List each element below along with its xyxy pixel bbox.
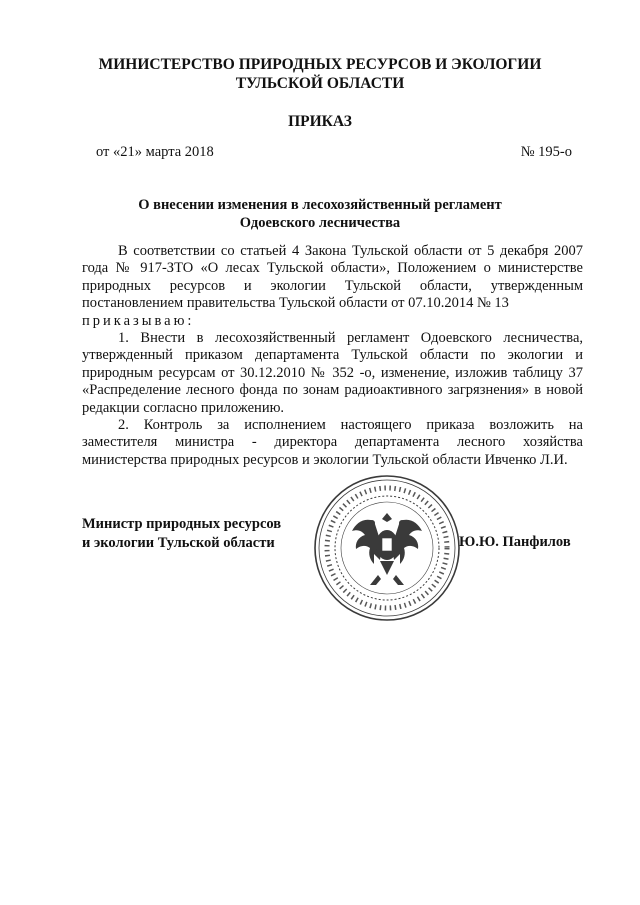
- ministry-header: [0, 55, 640, 93]
- subject-line1: О внесении изменения в лесохозяйственный регламент: [138, 197, 502, 213]
- document-type: ПРИКАЗ: [288, 113, 352, 130]
- ministry-name-line1: МИНИСТЕРСТВО ПРИРОДНЫХ РЕСУРСОВ И ЭКОЛОГИИ: [98, 56, 542, 73]
- official-seal-icon: [312, 473, 462, 623]
- subject-line2: Одоевского лесничества: [239, 215, 401, 231]
- order-item-1: 1. Внести в лесохозяйственный регламент Одоевского лесничества, утвержденный приказом департамента Тульской области по экологии и природным ресурсам от 30.12.2010 № 352 -о, изменение, изложив таблицу 37 «Распределение лесного фонда по зонам радиоактивного загрязнения» в новой редакции согласно приложению.: [82, 330, 583, 416]
- signatory-title: [82, 515, 281, 553]
- order-date: от «21» марта 2018: [96, 144, 214, 160]
- order-item-2: 2. Контроль за исполнением настоящего приказа возложить на заместителя министра - директора департамента лесного хозяйства министерства природных ресурсов и экологии Тульской области Ивченко Л.И.: [82, 417, 583, 468]
- intro-paragraph: В соответствии со статьей 4 Закона Тульской области от 5 декабря 2007 года № 917-ЗТО «О лесах Тульской области», Положением о министерстве природных ресурсов и экологии Тульской области, утвержденным постановлением правительства Тульской области от 07.10.2014 № 13: [82, 243, 583, 312]
- signatory-title-line1: Министр природных ресурсов: [82, 516, 282, 532]
- ministry-name-line2: ТУЛЬСКОЙ ОБЛАСТИ: [235, 75, 405, 92]
- order-number: № 195-о: [520, 144, 572, 160]
- signatory-title-line2: и экологии Тульской области: [82, 535, 275, 551]
- order-body: [82, 243, 583, 469]
- signatory-name: Ю.Ю. Панфилов: [459, 534, 571, 550]
- order-word: приказываю:: [82, 312, 195, 329]
- order-subject: [0, 196, 640, 232]
